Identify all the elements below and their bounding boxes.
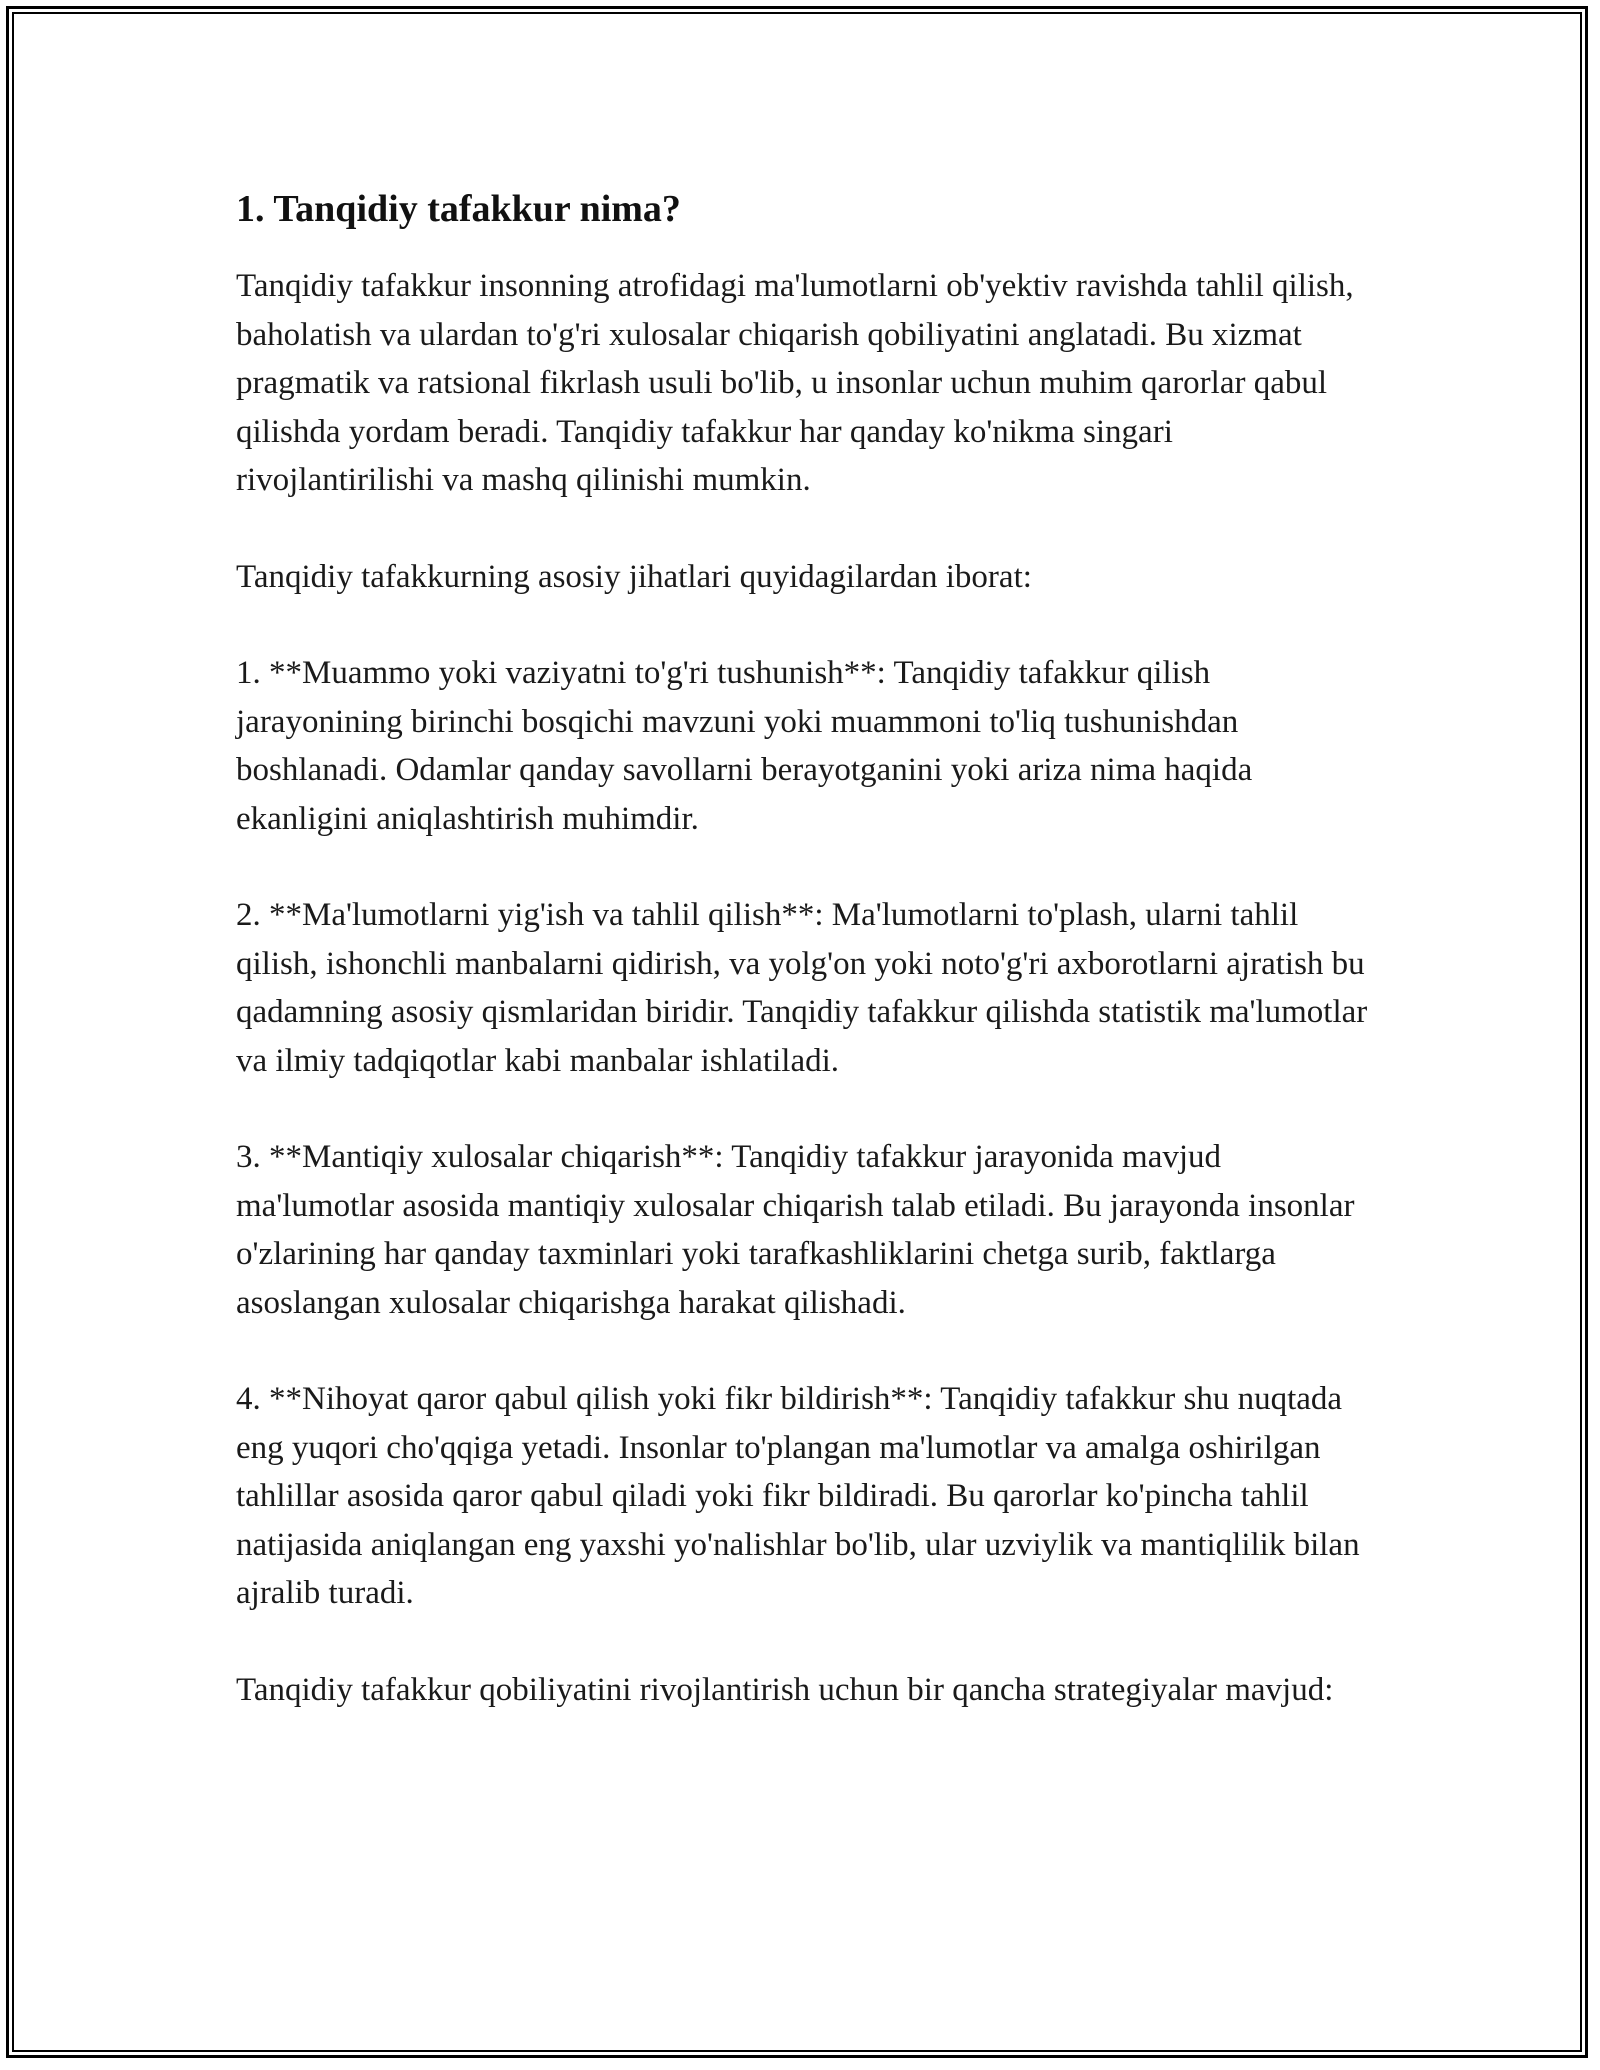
document-title: 1. Tanqidiy tafakkur nima? xyxy=(236,188,681,230)
paragraph-aspect-2: 2. **Ma'lumotlarni yig'ish va tahlil qilish**: Ma'lumotlarni to'plash, ularni tahlil qilish, ishonchli manbalarni qidirish, va yolg'on yoki noto'g'ri axborotlarni ajratish bu qadamning asosiy qismlaridan biridir. Tanqidiy tafakkur qilishda statistik ma'lumotlar va ilmiy tadqiqotlar kabi manbalar ishlatiladi. xyxy=(236,897,1368,1079)
document-body xyxy=(236,185,1376,1714)
paragraph-strategies-lead: Tanqidiy tafakkur qobiliyatini rivojlantirish uchun bir qancha strategiyalar mavjud: xyxy=(236,1671,1334,1708)
paragraph-aspect-4: 4. **Nihoyat qaror qabul qilish yoki fikr bildirish**: Tanqidiy tafakkur shu nuqtada eng yuqori cho'qqiga yetadi. Insonlar to'plangan ma'lumotlar va amalga oshirilgan tahlillar asosida qaror qabul qiladi yoki fikr bildiradi. Bu qarorlar ko'pincha tahlil natijasida aniqlangan eng yaxshi yo'nalishlar bo'lib, ular uzviylik va mantiqlilik bilan ajralib turadi. xyxy=(236,1381,1360,1611)
paragraph-aspect-1: 1. **Muammo yoki vaziyatni to'g'ri tushunish**: Tanqidiy tafakkur qilish jarayonining birinchi bosqichi mavzuni yoki muammoni to'liq tushunishdan boshlanadi. Odamlar qanday savollarni berayotganini yoki ariza nima haqida ekanligini aniqlashtirish muhimdir. xyxy=(236,655,1253,837)
paragraph-intro: Tanqidiy tafakkur insonning atrofidagi ma'lumotlarni ob'yektiv ravishda tahlil qilish, baholatish va ulardan to'g'ri xulosalar chiqarish qobiliyatini anglatadi. Bu xizmat pragmatik va ratsional fikrlash usuli bo'lib, u insonlar uchun muhim qarorlar qabul qilishda yordam beradi. Tanqidiy tafakkur har qanday ko'nikma singari rivojlantirilishi va mashq qilinishi mumkin. xyxy=(236,268,1354,498)
paragraph-aspects-lead: Tanqidiy tafakkurning asosiy jihatlari quyidagilardan iborat: xyxy=(236,558,1032,595)
paragraph-aspect-3: 3. **Mantiqiy xulosalar chiqarish**: Tanqidiy tafakkur jarayonida mavjud ma'lumotlar asosida mantiqiy xulosalar chiqarish talab etiladi. Bu jarayonda insonlar o'zlarining har qanday taxminlari yoki tarafkashliklarini chetga surib, faktlarga asoslangan xulosalar chiqarishga harakat qilishadi. xyxy=(236,1139,1355,1321)
